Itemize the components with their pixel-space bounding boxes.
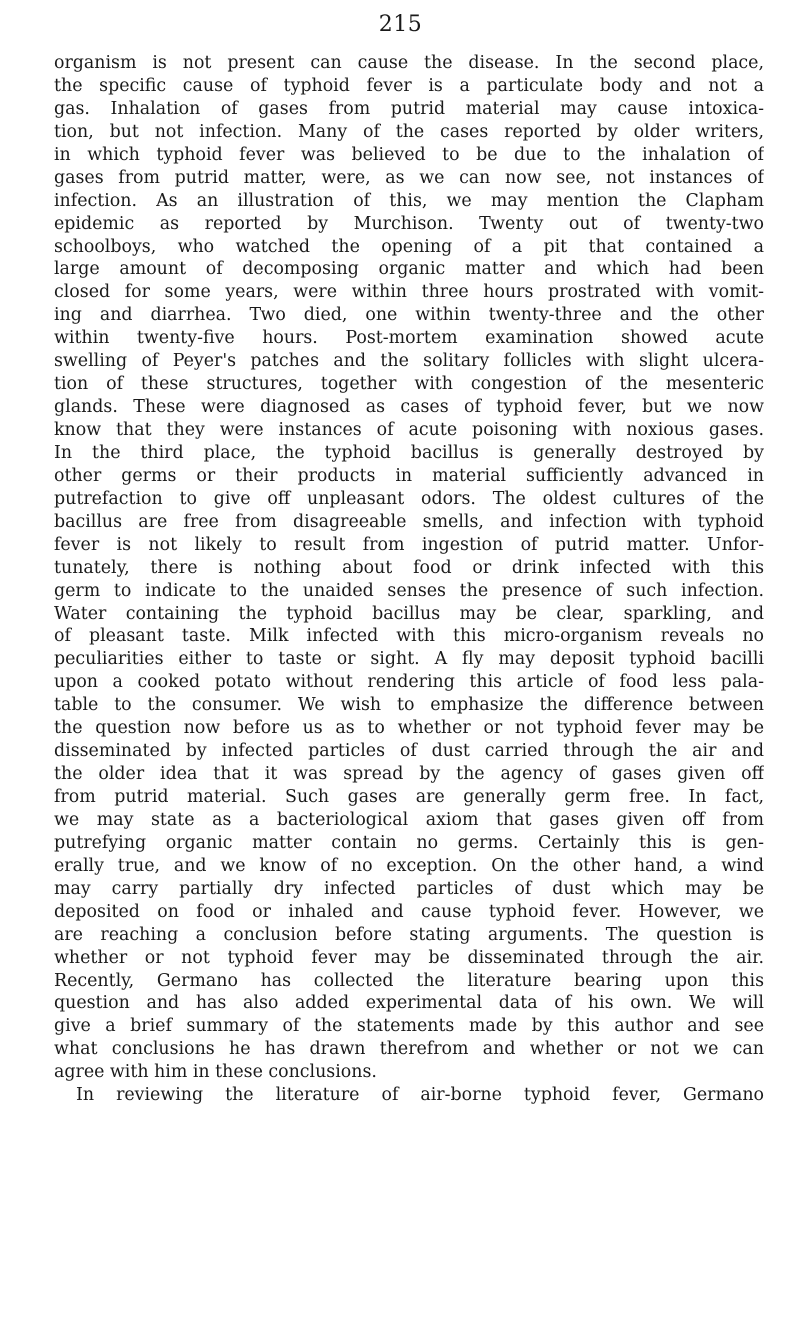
text-line: in which typhoid fever was believed to be due to the inhalation of [54,144,764,165]
text-line: In the third place, the typhoid bacillus is generally destroyed by [54,442,764,463]
text-line: peculiarities either to taste or sight. A fly may deposit typhoid bacilli [54,649,764,670]
text-line: tunately, there is nothing about food or drink infected with this [54,557,764,578]
text-line: tion, but not infection. Many of the cases reported by older writers, [54,121,764,142]
text-line: the specific cause of typhoid fever is a particulate body and not a [54,75,764,96]
text-line: swelling of Peyer's patches and the solitary follicles with slight ulcera- [54,351,764,372]
body-text [54,52,764,1107]
text-line: infection. As an illustration of this, we may mention the Clapham [54,190,764,211]
text-line: gas. Inhalation of gases from putrid material may cause intoxica- [54,98,764,119]
text-line: may carry partially dry infected particles of dust which may be [54,878,764,899]
text-line: whether or not typhoid fever may be disseminated through the air. [54,947,764,968]
text-line: tion of these structures, together with congestion of the mesenteric [54,374,764,395]
text-line: agree with him in these conclusions. [54,1062,377,1083]
text-line: putrefaction to give off unpleasant odors. The oldest cultures of the [54,488,764,509]
text-line: what conclusions he has drawn therefrom and whether or not we can [54,1039,764,1060]
text-line: putrefying organic matter contain no germs. Certainly this is gen- [54,832,764,853]
text-line: schoolboys, who watched the opening of a pit that contained a [54,236,764,257]
text-line: deposited on food or inhaled and cause typhoid fever. However, we [54,901,764,922]
text-line: ing and diarrhea. Two died, one within twenty-three and the other [54,305,764,326]
text-line: from putrid material. Such gases are generally germ free. In fact, [54,787,764,807]
text-line: give a brief summary of the statements made by this author and see [54,1016,764,1037]
text-line: disseminated by infected particles of dust carried through the air and [54,741,764,762]
text-line: gases from putrid matter, were, as we can now see, not instances of [54,167,764,188]
text-line: upon a cooked potato without rendering this article of food less pala- [54,672,764,693]
text-line: we may state as a bacteriological axiom that gases given off from [54,809,764,830]
text-line: within twenty-five hours. Post-mortem examination showed acute [54,328,764,349]
text-line: of pleasant taste. Milk infected with this micro-organism reveals no [54,626,764,647]
text-line: know that they were instances of acute poisoning with noxious gases. [54,420,764,440]
text-line: the older idea that it was spread by the agency of gases given off [54,764,764,785]
page-number: 215 [378,12,423,37]
text-line: glands. These were diagnosed as cases of typhoid fever, but we now [54,397,764,418]
text-line: In reviewing the literature of air-borne typhoid fever, Germano [76,1085,764,1106]
text-line: other germs or their products in material sufficiently advanced in [54,465,764,486]
text-line: organism is not present can cause the disease. In the second place, [54,53,764,73]
text-line: closed for some years, were within three hours prostrated with vomit- [54,282,764,303]
text-line: epidemic as reported by Murchison. Twenty out of twenty-two [54,213,764,234]
text-line: large amount of decomposing organic matter and which had been [54,259,764,280]
text-line: the question now before us as to whether or not typhoid fever may be [54,718,764,739]
text-line: fever is not likely to result from ingestion of putrid matter. Unfor- [54,534,764,555]
text-line: Recently, Germano has collected the literature bearing upon this [54,970,764,991]
text-line: question and has also added experimental data of his own. We will [54,993,764,1014]
text-line: erally true, and we know of no exception. On the other hand, a wind [54,855,764,876]
text-line: germ to indicate to the unaided senses the presence of such infection. [54,580,764,601]
text-line: bacillus are free from disagreeable smells, and infection with typhoid [54,511,764,532]
text-line: are reaching a conclusion before stating arguments. The question is [54,924,764,945]
text-line: Water containing the typhoid bacillus may be clear, sparkling, and [54,603,764,624]
text-line: table to the consumer. We wish to emphasize the difference between [54,695,764,716]
